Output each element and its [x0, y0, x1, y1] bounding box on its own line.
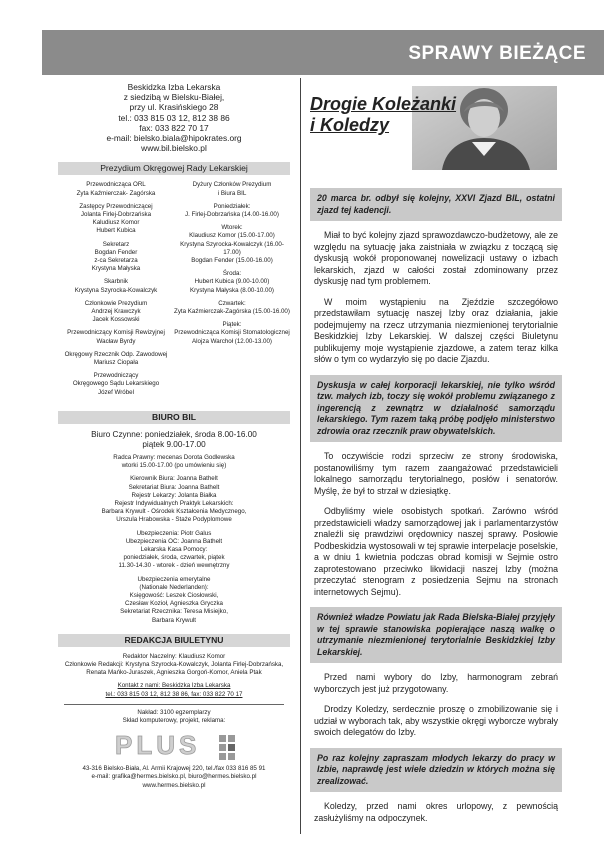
duty-hours-line: Bogdan Fender (15.00-16.00) [191, 257, 273, 265]
presidium-line: Wacław Byrdy [96, 337, 136, 345]
office-staff-line: poniedziałek, środa, czwartek, piątek [123, 554, 225, 562]
contact-line: z siedzibą w Bielsku-Białej, [123, 92, 225, 103]
address-line: www.hermes.bielsko.pl [142, 781, 206, 789]
office-staff-line: Ubezpieczenia: Piotr Galus [136, 529, 212, 537]
presidium-line: Członkowie Prezydium [84, 299, 148, 307]
contact-line: przy ul. Krasińskiego 28 [129, 102, 219, 113]
office-staff-line: Ubezpieczenia OC: Joanna Bathelt [125, 537, 223, 545]
duty-hours-line: Alojza Warchoł (12.00-13.00) [192, 337, 272, 345]
presidium-role-group [58, 300, 174, 325]
duty-hours-group [174, 203, 290, 219]
presidium-line: Zyta Kaźmierczak- Zagórska [76, 189, 156, 197]
presidium-line: Jacek Kossowski [92, 316, 140, 324]
presidium-heading: Prezydium Okręgowej Rady Lekarskiej [58, 162, 290, 175]
presidium-role-group [58, 351, 174, 367]
presidium-role-group [58, 372, 174, 397]
article-paragraph: To oczywiście rodzi sprzeciw ze strony środowiska, postanowiliśmy tym razem zaangażować przedstawicieli lokalnego samorządu terytorialnego, posłów i senatorów. Myślę, że był to strzał w dziesiątkę. [314, 451, 558, 496]
presidium-line: Okręgowy Rzecznik Odp. Zawodowej [64, 350, 168, 358]
article-paragraph: Przed nami wybory do Izby, harmonogram zebrań wyborczych jest już przygotowany. [314, 672, 558, 694]
office-staff-line: Rejestr Lekarzy: Jolanta Białka [131, 491, 217, 499]
editorial-line: Członkowie Redakcji: Krystyna Szyrocka-Kowalczyk, Jolanta Firlej-Dobrzańska, [64, 660, 284, 668]
editorial-board [58, 653, 290, 678]
duty-hours-group [174, 300, 290, 316]
left-column [58, 80, 290, 790]
presidium-line: Mariusz Ciopała [93, 359, 139, 367]
duty-hours-line: i Biura BIL [217, 189, 247, 197]
presidium-role-group [58, 278, 174, 294]
duty-hours-line: Zyta Kaźmierczak-Zagórska (15.00-16.00) [174, 308, 290, 316]
office-staff-group [58, 475, 290, 524]
office-staff-group [58, 530, 290, 571]
presidium-duty-hours [174, 181, 290, 401]
presidium-role-group [58, 181, 174, 197]
presidium-line: Sekretarz [102, 240, 130, 248]
duty-hours-line: Czwartek: [218, 299, 246, 307]
contact-line: www.bil.bielsko.pl [141, 143, 207, 154]
article-paragraph: Odbyliśmy wiele osobistych spotkań. Zarówno wśród przedstawicieli władzy samorządowej jak i parlamentarzystów znaleźli się prawdziwi orędownicy naszej sprawy. Posłowie Podbeskidzia wystosowali w tej sprawie interpelacje poselskie, a w dniu 1 kwietnia podczas obrad komisji w Sejmie ostro zaprotestowano przeciwko likwidacji naszej Izby (można przeczytać stenogram z posiedzenia Sejmu na stronach internetowych Sejmu). [314, 506, 558, 597]
editorial-contact-line: Kontakt z nami: Beskidzka Izba Lekarska [117, 682, 231, 690]
presidium-line: Krystyna Szyrocka-Kowalczyk [74, 286, 158, 294]
presidium-line: z-ca Sekretarza [94, 257, 138, 265]
editorial-contact [58, 682, 290, 698]
contact-line: tel.: 033 815 03 12, 812 38 86 [118, 112, 230, 123]
article-paragraph: Drodzy Koledzy, serdecznie proszę o zmobilizowanie się i udział w wyborach tak, aby wszystkie okręgi wyborcze wybrały swoich delegatów do Izby. [314, 704, 558, 737]
duty-hours-line: Przewodnicząca Komisji Stomatologicznej [174, 329, 290, 337]
duty-hours-line: Piątek: [222, 321, 242, 329]
duty-hours-line: Krystyna Małyska (8.00-10.00) [190, 286, 274, 294]
presidium-line: Kaludiusz Komor [92, 219, 140, 227]
duty-hours-line: Wtorek: [221, 224, 243, 232]
office-staff-line: Lekarska Kasa Pomocy: [140, 545, 208, 553]
office-staff-line: wtorki 15.00-17.00 (po umówieniu się) [121, 462, 227, 470]
plus-logo [109, 731, 239, 763]
contact-block [58, 82, 290, 153]
contact-line: fax: 033 822 70 17 [139, 122, 209, 133]
article-title [310, 94, 562, 136]
print-line: Skład komputerowy, projekt, reklama: [122, 716, 226, 724]
column-divider [300, 78, 301, 834]
presidium-role-group [58, 241, 174, 274]
presidium-line: Bogdan Fender [94, 248, 138, 256]
office-staff-line: 11.30-14.30 - wtorek - dzień wewnętrzny [118, 562, 230, 570]
office-staff-line: Barbara Krywult [151, 616, 197, 624]
article [310, 94, 562, 833]
article-paragraph: W moim wystąpieniu na Zjeździe szczegółowo przedstawiłam sytuację naszej Izby oraz działania, jakie podejmujemy na rzecz utrzymania niezmienionej terytorialnie Beskidzkiej Izby Lekarskiej. W dalszej części Biuletynu publikujemy moje wystąpienie zjazdowe, a zatem teraz kilka słów o tym co wydarzyło się po dacie Zjazdu. [314, 296, 558, 364]
duty-hours-line: Klaudiusz Komor (15.00-17.00) [189, 232, 275, 240]
office-staff-line: Sekretariat Biura: Joanna Bathelt [128, 483, 220, 491]
duty-hours-line: J. Firlej-Dobrzańska (14.00-16.00) [185, 211, 279, 219]
office-staff-line: Kierownik Biura: Joanna Bathelt [130, 475, 218, 483]
spacer [310, 136, 562, 188]
duty-hours-line: Krystyna Szyrocka-Kowalczyk (16.00-17.00) [180, 240, 284, 256]
print-line: Nakład: 3100 egzemplarzy [137, 708, 211, 716]
duty-hours-group [174, 181, 290, 197]
office-staff [58, 454, 290, 625]
plus-logo-squares [219, 735, 235, 760]
office-staff-line: Ubezpieczenia emerytalne [137, 575, 211, 583]
editorial-line: Redaktor Naczelny: Klaudiusz Komor [122, 652, 226, 660]
article-title-line: i Koledzy [310, 115, 390, 135]
presidium-columns [58, 181, 290, 401]
office-hours [58, 430, 290, 450]
presidium-line: Przewodniczący [93, 372, 139, 380]
address-line: 43-316 Bielsko-Biała, Al. Armii Krajowej 220, tel./fax 033 816 85 91 [82, 765, 266, 773]
presidium-line: Skarbnik [103, 278, 129, 286]
presidium-line: Józef Wróbel [98, 388, 134, 396]
presidium-line: Okręgowego Sądu Lekarskiego [72, 380, 160, 388]
presidium-line: Krystyna Małyska [91, 265, 141, 273]
editorial-line: Renata Mańko-Juraszek, Agnieszka Gorgoń-Komor, Aniela Ptak [86, 669, 262, 677]
article-paragraph: Miał to być kolejny zjazd sprawozdawczo-budżetowy, ale ze względu na sytuację jaka zaistniała w związku z toczącą się dyskusją wokół proponowanej nowelizacji ustawy o izbach lekarskich, zjazd w całości został zdominowany przez dyskusję nad tym problemem. [314, 230, 558, 286]
contact-line: Beskidzka Izba Lekarska [127, 82, 221, 92]
office-staff-line: Radca Prawny: mecenas Dorota Godlewska [113, 453, 235, 461]
biuro-heading: BIURO BIL [58, 411, 290, 424]
print-info [58, 709, 290, 725]
divider [64, 704, 284, 705]
duty-hours-group [174, 224, 290, 265]
presidium-line: Przewodnicząca ORL [86, 181, 146, 189]
article-highlight-box: Dyskusja w całej korporacji lekarskiej, nie tylko wśród tzw. małych izb, toczy się wokół problemu związanego z ingerencją z zewnątrz w działalność samorządu lekarskiego. Tym razem taką próbę podjęło ministerstwo zdrowia oraz rzecznik praw obywatelskich. [310, 375, 562, 443]
article-lede-box: 20 marca br. odbył się kolejny, XXVI Zjazd BIL, ostatni zjazd tej kadencji. [310, 188, 562, 221]
duty-hours-group [174, 321, 290, 346]
presidium-line: Przewodniczący Komisji Rewizyjnej [67, 329, 165, 337]
article-highlight-box: Po raz kolejny zapraszam młodych lekarzy do pracy w Izbie, naprawdę jest wiele dziedzin w których można się zrealizować. [310, 748, 562, 793]
duty-hours-line: Środa: [222, 270, 242, 278]
redakcja-heading: REDAKCJA BIULETYNU [58, 634, 290, 647]
office-staff-line: Czesław Kozioł, Agnieszka Gryczka [124, 600, 223, 608]
office-staff-group [58, 454, 290, 470]
section-title: SPRAWY BIEŻĄCE [408, 43, 586, 64]
contact-line: e-mail: bielsko.biala@hipokrates.org [106, 133, 242, 144]
presidium-line: Andrzej Krawczyk [91, 308, 141, 316]
presidium-line: Zastępcy Przewodniczącej [79, 202, 153, 210]
presidium-role-group [58, 203, 174, 236]
section-header-bar [42, 30, 604, 75]
address-line: e-mail: grafika@hermes.bielsko.pl, biuro@hermes.bielsko.pl [91, 773, 257, 781]
duty-hours-group [174, 270, 290, 295]
article-paragraph: Koledzy, przed nami okres urlopowy, z pewnością zasłużyliśmy na odpoczynek. [314, 801, 558, 823]
office-staff-line: Urszula Hrabowska - Staże Podyplomowe [116, 516, 232, 524]
duty-hours-line: Hubert Kubica (9.00-10.00) [194, 278, 270, 286]
publisher-address [58, 765, 290, 790]
presidium-line: Jolanta Firlej-Dobrzańska [80, 211, 152, 219]
presidium-line: Hubert Kubica [96, 227, 136, 235]
duty-hours-line: Dyżury Członków Prezydium [192, 181, 272, 189]
office-staff-line: (Nationale Nederlanden): [139, 583, 209, 591]
article-highlight-box: Również władze Powiatu jak Rada Bielska-Białej przyjęły w tej sprawie stanowiska popierające naszą walkę o utrzymanie niezmienionej terytorialnie Beskidzkiej Izby Lekarskiej. [310, 607, 562, 663]
office-staff-group [58, 576, 290, 625]
office-hours-line: piątek 9.00-17.00 [142, 439, 206, 449]
duty-hours-line: Poniedziałek: [213, 202, 251, 210]
office-staff-line: Księgowość: Leszek Ciosłowski, [129, 591, 219, 599]
plus-logo-text: PLUS [115, 731, 201, 761]
article-title-line: Drogie Koleżanki [310, 94, 457, 114]
editorial-contact-line: tel.: 033 815 03 12, 812 38 86, fax: 033 822 70 17 [105, 690, 243, 698]
presidium-members [58, 181, 174, 401]
office-hours-line: Biuro Czynne: poniedziałek, środa 8.00-16.00 [91, 429, 257, 439]
office-staff-line: Rejestr Indywidualnych Praktyk Lekarskich: [114, 499, 234, 507]
presidium-role-group [58, 329, 174, 345]
office-staff-line: Barbara Krywult - Ośrodek Kształcenia Medycznego, [101, 508, 247, 516]
office-staff-line: Sekretariat Rzecznika: Teresa Misiejko, [120, 608, 228, 616]
